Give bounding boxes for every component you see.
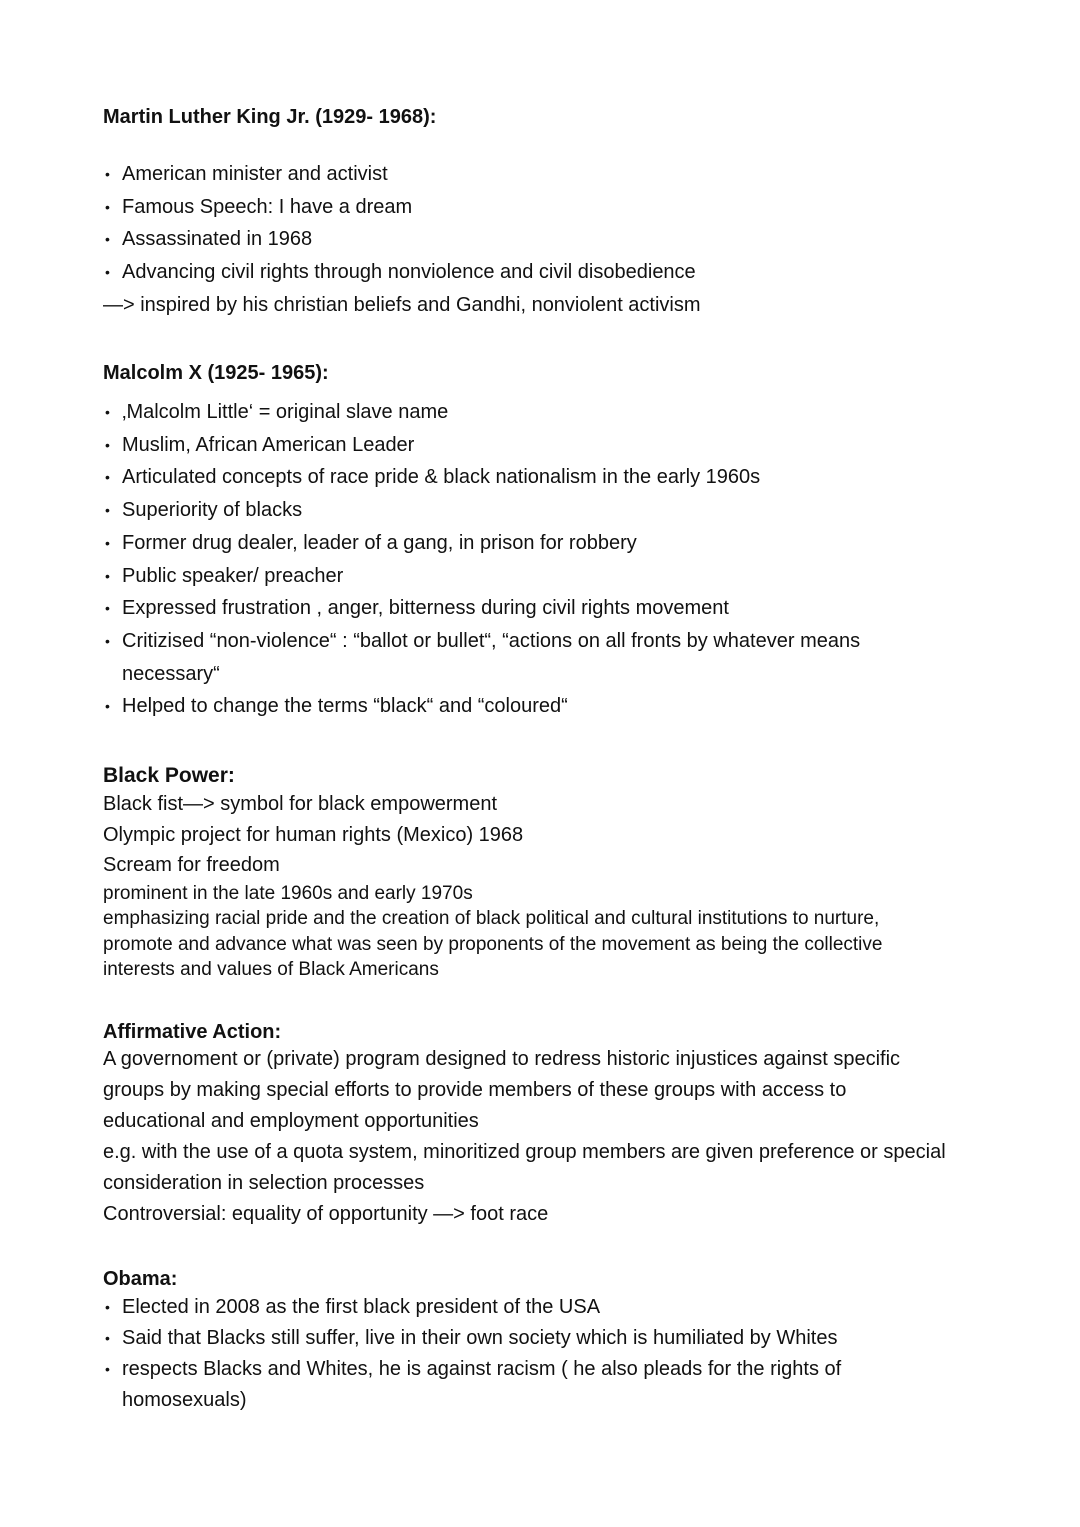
list-item: • Advancing civil rights through nonviolence and civil disobedience bbox=[103, 256, 963, 289]
section-malcolm-x bbox=[103, 361, 963, 723]
list-item: • Articulated concepts of race pride & black nationalism in the early 1960s bbox=[103, 461, 963, 494]
list-item: • Helped to change the terms “black“ and “coloured“ bbox=[103, 690, 963, 723]
black-power-line: Black fist—> symbol for black empowerment bbox=[103, 793, 498, 815]
black-power-heading: Black Power: bbox=[103, 764, 235, 787]
list-item: • Famous Speech: I have a dream bbox=[103, 191, 963, 224]
section-mlk bbox=[103, 105, 963, 322]
affirmative-action-controversial: Controversial: equality of opportunity —> foot race bbox=[103, 1203, 549, 1225]
obama-list bbox=[103, 1292, 963, 1416]
affirmative-action-heading: Affirmative Action: bbox=[103, 1021, 282, 1043]
affirmative-action-example: e.g. with the use of a quota system, minoritized group members are given preference or special consideration in selection processes bbox=[103, 1141, 946, 1194]
list-item: • Superiority of blacks bbox=[103, 494, 963, 527]
black-power-line: Olympic project for human rights (Mexico) 1968 bbox=[103, 823, 524, 846]
black-power-paragraph: emphasizing racial pride and the creation of black political and cultural institutions to nurture, promote and advance what was seen by proponents of the movement as being the collective interests and values of Black Americans bbox=[103, 908, 883, 980]
list-item: • Expressed frustration , anger, bitterness during civil rights movement bbox=[103, 592, 963, 625]
mlk-list bbox=[103, 158, 963, 289]
list-item: • Said that Blacks still suffer, live in their own society which is humiliated by Whites bbox=[103, 1323, 963, 1354]
list-item: • Elected in 2008 as the first black president of the USA bbox=[103, 1292, 963, 1323]
mlk-note: —> inspired by his christian beliefs and Gandhi, nonviolent activism bbox=[103, 293, 701, 316]
list-item: • Assassinated in 1968 bbox=[103, 223, 963, 256]
black-power-paragraph: prominent in the late 1960s and early 1970s bbox=[103, 882, 473, 904]
malcolm-heading: Malcolm X (1925- 1965): bbox=[103, 362, 329, 384]
section-obama bbox=[103, 1267, 963, 1416]
mlk-heading: Martin Luther King Jr. (1929- 1968): bbox=[103, 106, 437, 128]
list-item: • American minister and activist bbox=[103, 158, 963, 191]
list-item: • Muslim, African American Leader bbox=[103, 429, 963, 462]
list-item: • ‚Malcolm Little‘ = original slave name bbox=[103, 396, 963, 429]
list-item: • Public speaker/ preacher bbox=[103, 560, 963, 593]
black-power-line: Scream for freedom bbox=[103, 854, 280, 876]
list-item: • Former drug dealer, leader of a gang, in prison for robbery bbox=[103, 527, 963, 560]
section-affirmative-action bbox=[103, 1020, 963, 1230]
malcolm-list bbox=[103, 396, 963, 723]
section-black-power bbox=[103, 763, 963, 983]
list-item: • Critizised “non-violence“ : “ballot or bullet“, “actions on all fronts by whatever means necessary“ bbox=[103, 625, 937, 690]
affirmative-action-definition: A governoment or (private) program designed to redress historic injustices against specific groups by making special efforts to provide members of these groups with access to educational and employment opportunities bbox=[103, 1048, 901, 1132]
list-item: • respects Blacks and Whites, he is against racism ( he also pleads for the rights of homosexuals) bbox=[103, 1354, 922, 1416]
obama-heading: Obama: bbox=[103, 1268, 178, 1290]
